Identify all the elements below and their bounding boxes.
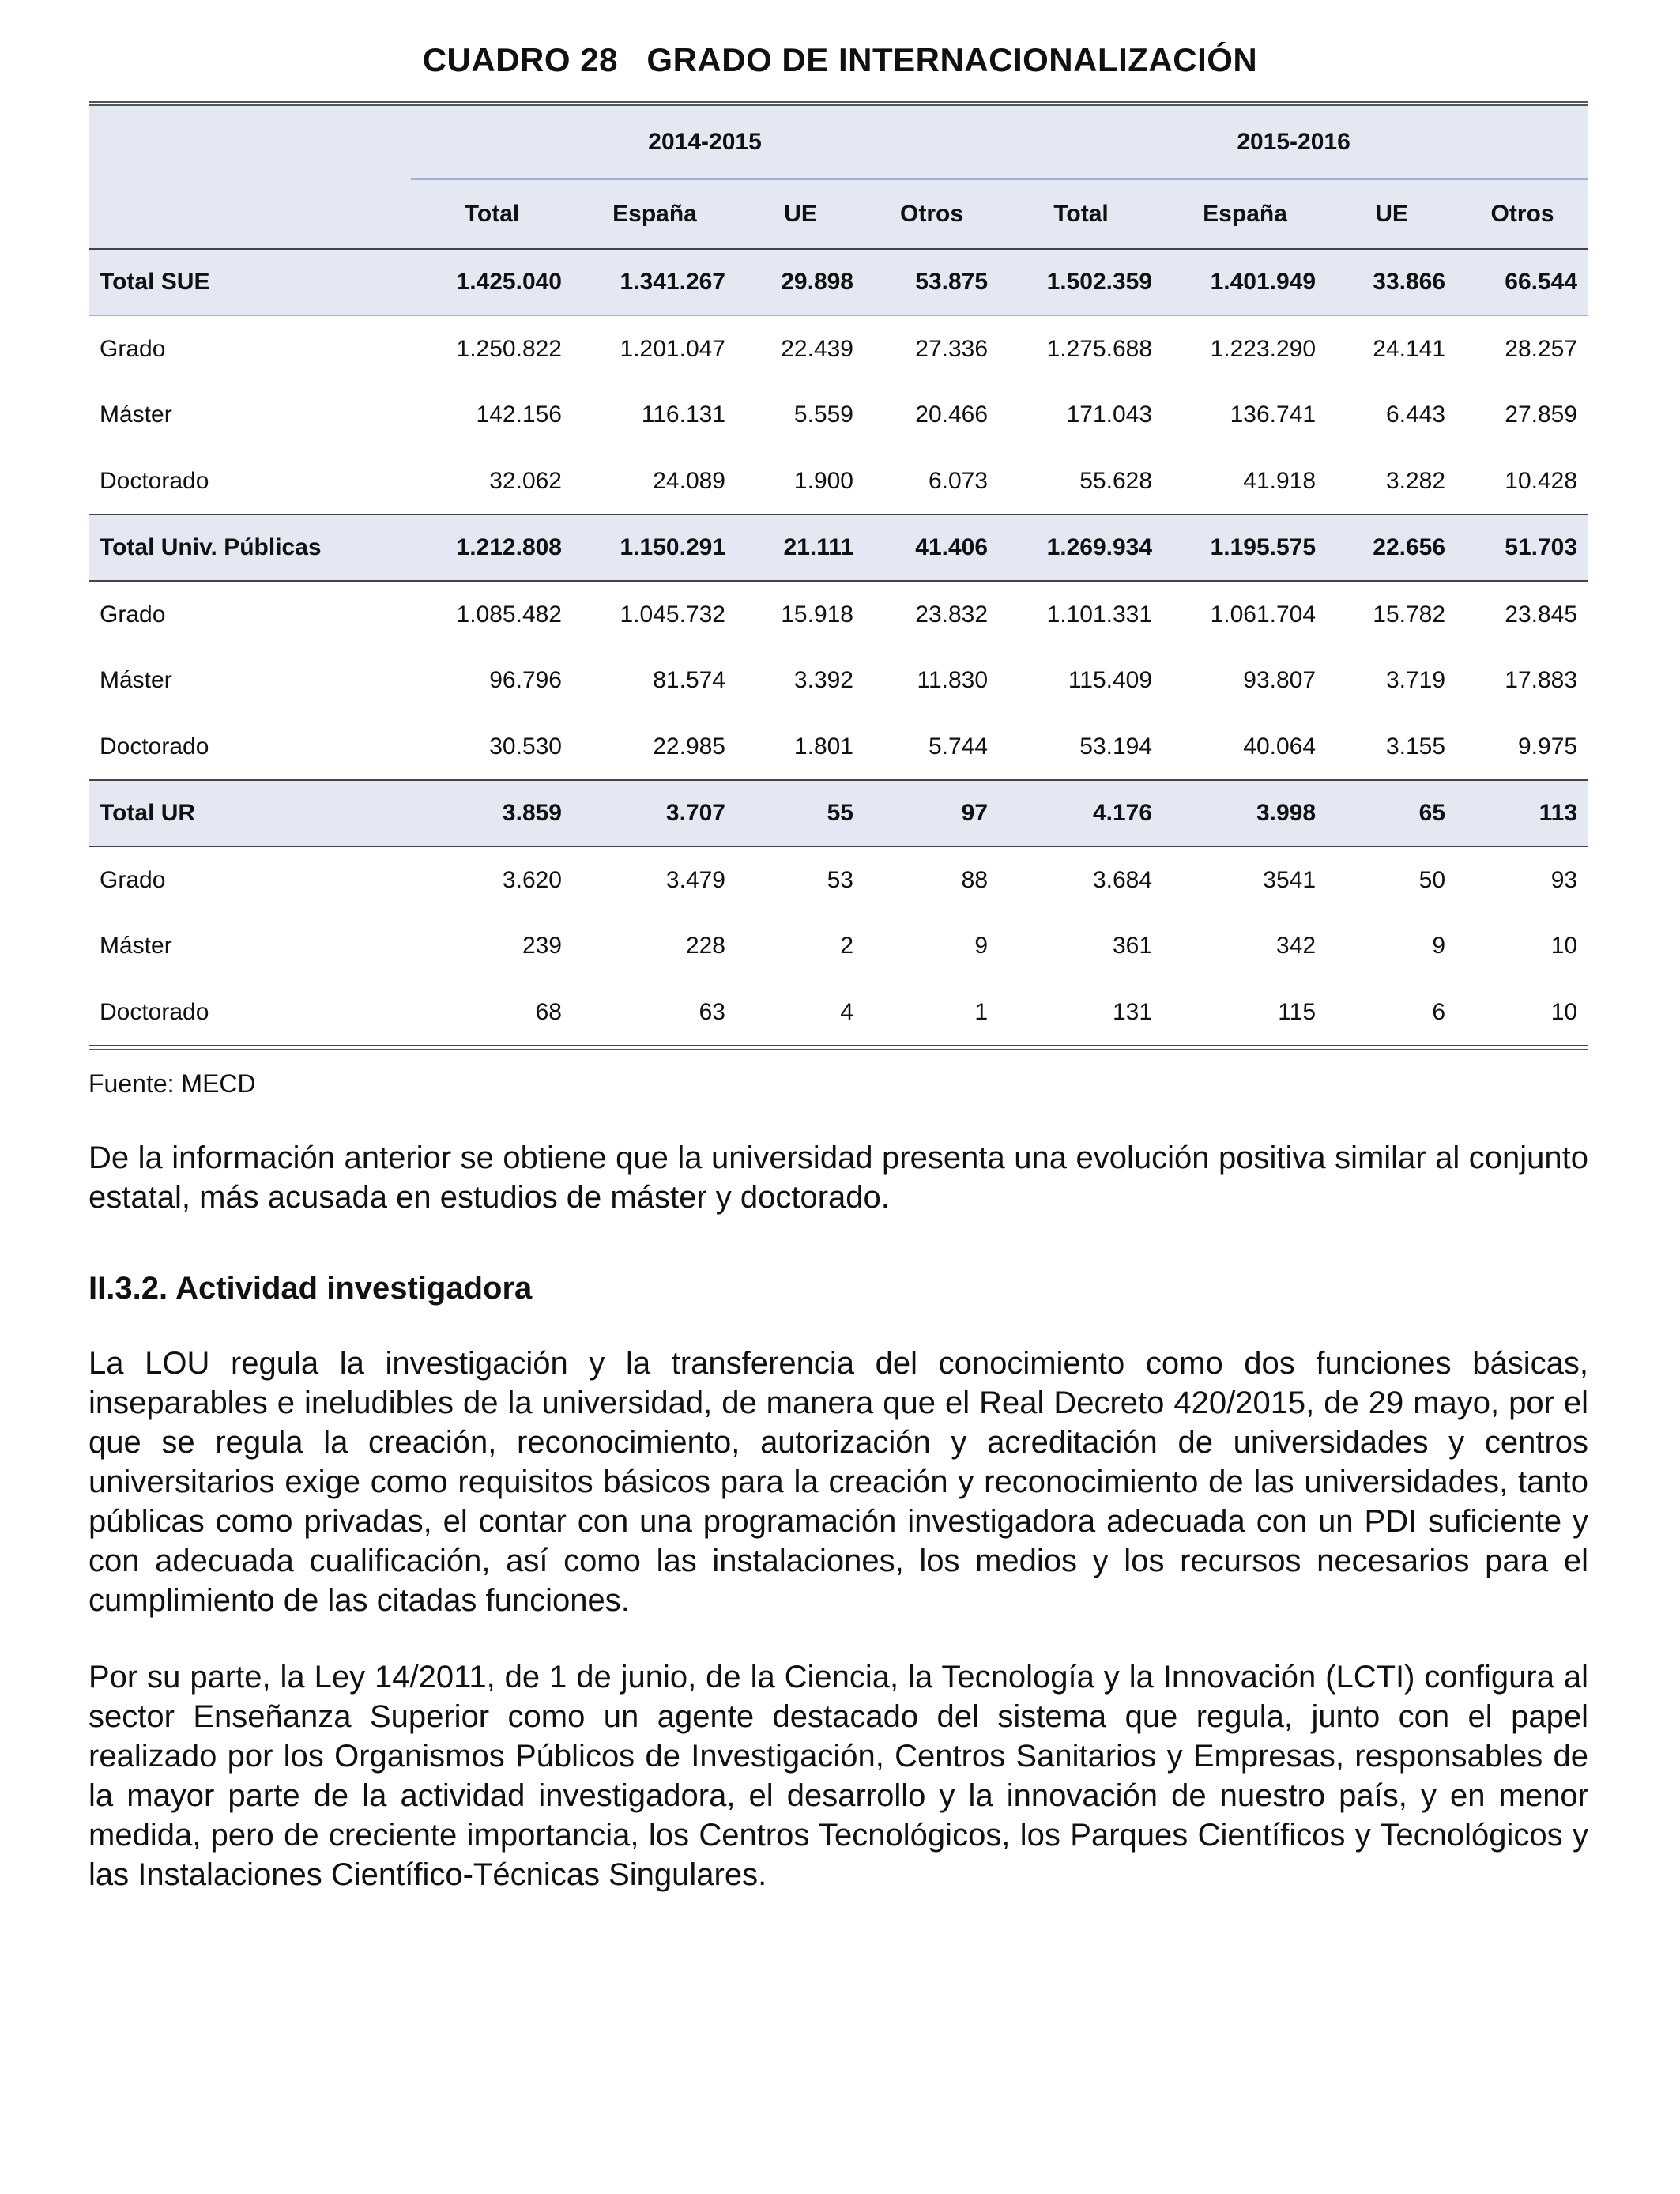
table-cell: 30.530 — [411, 714, 573, 780]
table-cell: 3.620 — [411, 846, 573, 913]
section-number: II.3.2. — [89, 1271, 168, 1306]
table-cell: 1.269.934 — [999, 515, 1163, 581]
table-cell: 1.061.704 — [1163, 581, 1327, 647]
table-cell: 15.782 — [1327, 581, 1456, 647]
column-header: España — [573, 179, 736, 250]
table-cell: 142.156 — [411, 382, 573, 448]
table-cell: 3.998 — [1163, 780, 1327, 846]
table-cell: 55 — [736, 780, 864, 846]
table-cell: 20.466 — [864, 382, 999, 448]
section-title: Actividad investigadora — [175, 1271, 533, 1306]
column-header-row — [89, 179, 1588, 250]
row-label: Máster — [89, 382, 411, 448]
table-row — [89, 913, 1588, 979]
table-row — [89, 581, 1588, 647]
table-cell: 3.859 — [411, 780, 573, 846]
column-header: España — [1163, 179, 1327, 250]
table-cell: 68 — [411, 979, 573, 1046]
table-cell: 1.502.359 — [999, 249, 1163, 315]
table-row — [89, 780, 1588, 846]
table-cell: 2 — [736, 913, 864, 979]
paragraph-lou: La LOU regula la investigación y la transferencia del conocimiento como dos funciones básicas, inseparables e ineludibles de la universidad, de manera que el Real Decreto 420/2015, de 29 mayo, por el que se regula la creación, reconocimiento, autorización y acreditación de universidades y centros universitarios exige como requisitos básicos para la creación y reconocimiento de las universidades, tanto públicas como privadas, el contar con una programación investigadora adecuada con un PDI suficiente y con adecuada cualificación, así como las instalaciones, los medios y los recursos necesarios para el cumplimiento de las citadas funciones. — [89, 1346, 1588, 1618]
section-heading — [89, 1271, 532, 1306]
paragraph-lcti: Por su parte, la Ley 14/2011, de 1 de junio, de la Ciencia, la Tecnología y la Innovación (LCTI) configura al sector Enseñanza Superior como un agente destacado del sistema que regula, junto con el papel realizado por los Organismos Públicos de Investigación, Centros Sanitarios y Empresas, responsables de la mayor parte de la actividad investigadora, el desarrollo y la innovación de nuestro país, y en menor medida, pero de creciente importancia, los Centros Tecnológicos, los Parques Científicos y Tecnológicos y las Instalaciones Científico-Técnicas Singulares. — [89, 1660, 1588, 1892]
table-cell: 53.194 — [999, 714, 1163, 780]
table-cell: 1.101.331 — [999, 581, 1163, 647]
paragraph-evolution: De la información anterior se obtiene que la universidad presenta una evolución positiva similar al conjunto estatal, más acusada en estudios de máster y doctorado. — [89, 1140, 1588, 1215]
table-cell: 3.719 — [1327, 647, 1456, 714]
table-cell: 116.131 — [573, 382, 736, 448]
table-cell: 15.918 — [736, 581, 864, 647]
header-blank-cell — [89, 106, 411, 179]
table-cell: 40.064 — [1163, 714, 1327, 780]
header-blank-cell — [89, 179, 411, 250]
row-label: Máster — [89, 647, 411, 714]
table-cell: 28.257 — [1456, 315, 1588, 382]
row-label: Doctorado — [89, 448, 411, 515]
row-label: Doctorado — [89, 979, 411, 1046]
table-cell: 239 — [411, 913, 573, 979]
table-cell: 21.111 — [736, 515, 864, 581]
row-label: Grado — [89, 315, 411, 382]
table-source: Fuente: MECD — [89, 1069, 256, 1098]
table-cell: 50 — [1327, 846, 1456, 913]
year-header-row — [89, 106, 1588, 179]
table-cell: 113 — [1456, 780, 1588, 846]
column-header: Otros — [864, 179, 999, 250]
table-cell: 228 — [573, 913, 736, 979]
row-label: Grado — [89, 581, 411, 647]
table-cell: 6 — [1327, 979, 1456, 1046]
table-cell: 24.089 — [573, 448, 736, 515]
table-row — [89, 249, 1588, 315]
table-cell: 96.796 — [411, 647, 573, 714]
table-cell: 9 — [1327, 913, 1456, 979]
table-cell: 1.150.291 — [573, 515, 736, 581]
row-label: Total Univ. Públicas — [89, 515, 411, 581]
table-cell: 10 — [1456, 979, 1588, 1046]
year-header-2015-2016: 2015-2016 — [999, 106, 1588, 179]
table-cell: 1.275.688 — [999, 315, 1163, 382]
table-cell: 63 — [573, 979, 736, 1046]
table-cell: 53.875 — [864, 249, 999, 315]
table-cell: 3541 — [1163, 846, 1327, 913]
table-cell: 10.428 — [1456, 448, 1588, 515]
table-cell: 23.832 — [864, 581, 999, 647]
table-cell: 136.741 — [1163, 382, 1327, 448]
column-header: Otros — [1456, 179, 1588, 250]
table-cell: 51.703 — [1456, 515, 1588, 581]
table-cell: 1.801 — [736, 714, 864, 780]
table-cell: 23.845 — [1456, 581, 1588, 647]
table-cell: 1.425.040 — [411, 249, 573, 315]
table-cell: 6.443 — [1327, 382, 1456, 448]
column-header: Total — [999, 179, 1163, 250]
table-row — [89, 846, 1588, 913]
table-cell: 115.409 — [999, 647, 1163, 714]
table-cell: 1.223.290 — [1163, 315, 1327, 382]
table-cell: 1.250.822 — [411, 315, 573, 382]
table-cell: 81.574 — [573, 647, 736, 714]
internationalization-table — [89, 101, 1588, 1052]
table-cell: 1.201.047 — [573, 315, 736, 382]
table-cell: 4.176 — [999, 780, 1163, 846]
row-label: Doctorado — [89, 714, 411, 780]
table-cell: 93.807 — [1163, 647, 1327, 714]
table-cell: 3.684 — [999, 846, 1163, 913]
table-cell: 24.141 — [1327, 315, 1456, 382]
table-title: CUADRO 28 GRADO DE INTERNACIONALIZACIÓN — [422, 41, 1258, 78]
table-cell: 88 — [864, 846, 999, 913]
table-row — [89, 515, 1588, 581]
table-cell: 53 — [736, 846, 864, 913]
table-cell: 5.559 — [736, 382, 864, 448]
table-cell: 1.045.732 — [573, 581, 736, 647]
table-cell: 32.062 — [411, 448, 573, 515]
column-header: UE — [736, 179, 864, 250]
table-row — [89, 382, 1588, 448]
table-cell: 3.155 — [1327, 714, 1456, 780]
table-cell: 3.392 — [736, 647, 864, 714]
table-cell: 3.282 — [1327, 448, 1456, 515]
table-cell: 3.707 — [573, 780, 736, 846]
table-cell: 171.043 — [999, 382, 1163, 448]
table-cell: 66.544 — [1456, 249, 1588, 315]
table-cell: 17.883 — [1456, 647, 1588, 714]
table-cell: 9 — [864, 913, 999, 979]
table-row — [89, 315, 1588, 382]
table-row — [89, 714, 1588, 780]
table-cell: 3.479 — [573, 846, 736, 913]
table-cell: 65 — [1327, 780, 1456, 846]
table-cell: 9.975 — [1456, 714, 1588, 780]
table-cell: 1.401.949 — [1163, 249, 1327, 315]
table-cell: 93 — [1456, 846, 1588, 913]
row-label: Grado — [89, 846, 411, 913]
table-cell: 1.085.482 — [411, 581, 573, 647]
table-cell: 41.406 — [864, 515, 999, 581]
row-label: Total SUE — [89, 249, 411, 315]
table-cell: 115 — [1163, 979, 1327, 1046]
table-bottom-rule — [89, 1049, 1588, 1052]
table-cell: 1 — [864, 979, 999, 1046]
table-cell: 1.212.808 — [411, 515, 573, 581]
table-cell: 4 — [736, 979, 864, 1046]
row-label: Máster — [89, 913, 411, 979]
table-cell: 6.073 — [864, 448, 999, 515]
column-header: UE — [1327, 179, 1456, 250]
table-row — [89, 448, 1588, 515]
table-cell: 5.744 — [864, 714, 999, 780]
table-cell: 10 — [1456, 913, 1588, 979]
table-cell: 1.900 — [736, 448, 864, 515]
table-cell: 11.830 — [864, 647, 999, 714]
table-cell: 33.866 — [1327, 249, 1456, 315]
row-label: Total UR — [89, 780, 411, 846]
table-cell: 342 — [1163, 913, 1327, 979]
table-cell: 22.656 — [1327, 515, 1456, 581]
table-cell: 27.859 — [1456, 382, 1588, 448]
column-header: Total — [411, 179, 573, 250]
table-cell: 1.341.267 — [573, 249, 736, 315]
table-cell: 97 — [864, 780, 999, 846]
table-row — [89, 979, 1588, 1046]
table-cell: 27.336 — [864, 315, 999, 382]
table-cell: 29.898 — [736, 249, 864, 315]
table-cell: 41.918 — [1163, 448, 1327, 515]
table-row — [89, 647, 1588, 714]
table-cell: 55.628 — [999, 448, 1163, 515]
year-header-2014-2015: 2014-2015 — [411, 106, 999, 179]
table-cell: 22.985 — [573, 714, 736, 780]
table-cell: 22.439 — [736, 315, 864, 382]
table-cell: 361 — [999, 913, 1163, 979]
table-cell: 1.195.575 — [1163, 515, 1327, 581]
table-cell: 131 — [999, 979, 1163, 1046]
